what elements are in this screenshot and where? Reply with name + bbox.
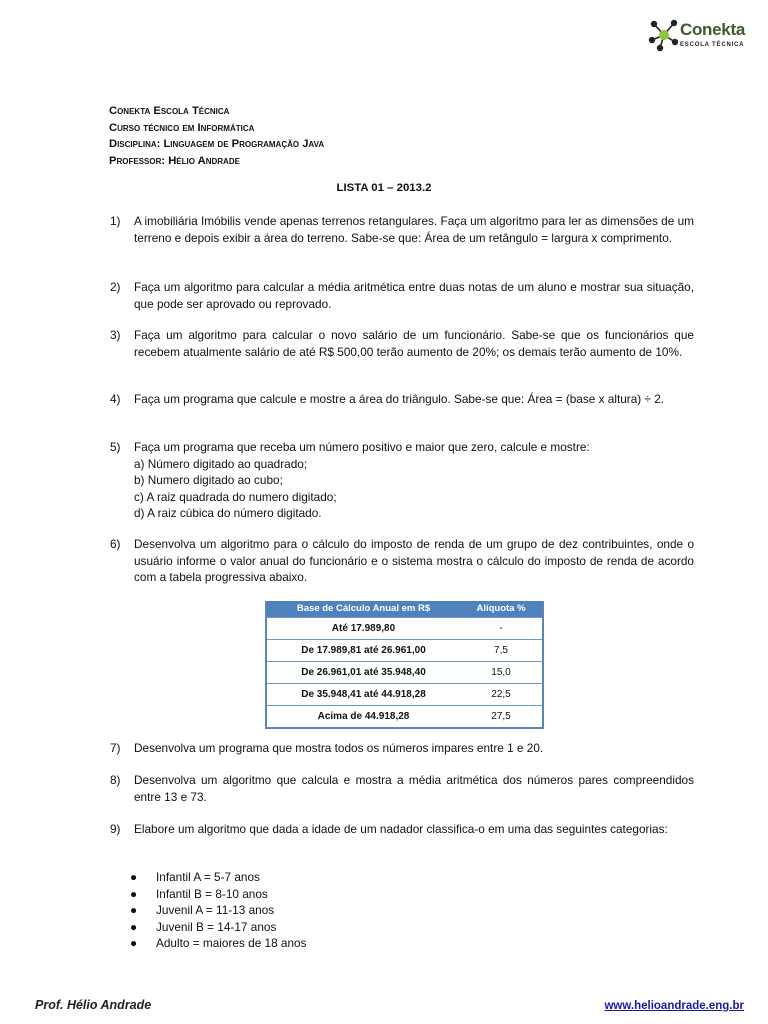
- column-header: Alíquota %: [476, 603, 526, 614]
- question-number: 8): [110, 773, 121, 787]
- category-text: Juvenil B = 14-17 anos: [156, 919, 277, 934]
- question-number: 3): [110, 328, 121, 342]
- logo-name: Conekta: [680, 20, 745, 39]
- table-header: [267, 601, 542, 617]
- list-item: [130, 886, 307, 903]
- question-9: [110, 821, 694, 838]
- category-text: Adulto = maiores de 18 anos: [156, 936, 307, 951]
- table-cell: De 26.961,01 até 35.948,40: [301, 667, 426, 678]
- list-item: [130, 902, 307, 919]
- category-text: Juvenil A = 11-13 anos: [156, 903, 275, 918]
- category-list: [130, 869, 307, 952]
- molecule-logo-icon: [648, 18, 680, 52]
- table-row: [267, 639, 542, 661]
- question-1: [110, 213, 694, 246]
- question-text: Desenvolva um algoritmo para o cálculo do imposto de renda de um grupo de dez contribuintes, onde o usuário informe o valor anual do funcionário e o sistema mostra o cálculo do imposto de renda de acordo com a tabela progressiva abaixo.: [134, 537, 694, 585]
- table-row: [267, 683, 542, 705]
- question-number: 4): [110, 392, 121, 406]
- page-title: LISTA 01 – 2013.2: [336, 182, 432, 194]
- question-number: 7): [110, 741, 121, 755]
- question-text: Elabore um algoritmo que dada a idade de um nadador classifica-o em uma das seguintes categorias:: [134, 822, 668, 836]
- question-6: [110, 536, 694, 586]
- question-number: 2): [110, 280, 121, 294]
- column-header: Base de Cálculo Anual em R$: [296, 603, 431, 614]
- document-header: [109, 103, 324, 169]
- footer-author: Prof. Hélio Andrade: [35, 998, 152, 1012]
- question-item: c) A raiz quadrada do numero digitado;: [134, 489, 337, 504]
- question-number: 1): [110, 214, 121, 228]
- list-item: [130, 869, 307, 886]
- table-cell: -: [499, 623, 503, 634]
- question-number: 9): [110, 822, 121, 836]
- question-4: [110, 391, 694, 408]
- table-row: [267, 617, 542, 639]
- footer-website-link[interactable]: www.helioandrade.eng.br: [604, 1000, 744, 1012]
- table-cell: Até 17.989,80: [331, 623, 396, 634]
- professor-name: Professor: Hélio Andrade: [109, 154, 240, 167]
- category-text: Infantil B = 8-10 anos: [156, 886, 268, 901]
- table-cell: Acima de 44.918,28: [317, 711, 410, 722]
- conekta-logo: [648, 18, 758, 54]
- question-text: Faça um programa que calcule e mostre a área do triângulo. Sabe-se que: Área = (base x altura) ÷ 2.: [134, 392, 665, 406]
- table-cell: De 17.989,81 até 26.961,00: [301, 645, 426, 656]
- question-text: Faça um algoritmo para calcular o novo salário de um funcionário. Sabe-se que os funcionários que recebem atualmente salário de até R$ 500,00 terão aumento de 20%; os demais terão aumento de 10%.: [134, 328, 694, 359]
- table-row: [267, 705, 542, 727]
- table-cell: 27,5: [491, 711, 511, 722]
- table-cell: 15,0: [491, 667, 511, 678]
- question-8: [110, 772, 694, 805]
- bullet-icon: ●: [130, 870, 138, 884]
- bullet-icon: ●: [130, 886, 138, 901]
- question-number: 5): [110, 440, 121, 454]
- table-cell: 7,5: [494, 645, 508, 656]
- course-name: Curso técnico em Informática: [109, 121, 255, 134]
- question-item: b) Numero digitado ao cubo;: [134, 473, 283, 488]
- question-item: d) A raiz cúbica do número digitado.: [134, 506, 322, 521]
- logo-subtitle: ESCOLA TÉCNICA: [680, 42, 745, 48]
- bullet-icon: ●: [130, 936, 138, 951]
- table-cell: De 35.948,41 até 44.918,28: [301, 689, 426, 700]
- question-text: A imobiliária Imóbilis vende apenas terrenos retangulares. Faça um algoritmo para ler as dimensões de um terreno e depois exibir a área do terreno. Sabe-se que: Área de um retângulo = largura x comprimento.: [134, 214, 694, 245]
- question-7: [110, 740, 694, 757]
- question-number: 6): [110, 537, 121, 551]
- question-2: [110, 279, 694, 312]
- question-item: a) Número digitado ao quadrado;: [134, 456, 308, 471]
- question-3: [110, 327, 694, 360]
- question-text: Desenvolva um algoritmo que calcula e mostra a média aritmética dos números pares compreendidos entre 13 e 73.: [134, 773, 694, 804]
- bullet-icon: ●: [130, 919, 138, 934]
- list-item: [130, 935, 307, 952]
- table-cell: 22,5: [491, 689, 511, 700]
- question-5: [110, 439, 694, 522]
- list-item: [130, 919, 307, 936]
- school-name: Conekta Escola Técnica: [109, 105, 230, 117]
- bullet-icon: ●: [130, 903, 138, 918]
- tax-table: [265, 601, 544, 729]
- question-text: Faça um programa que receba um número positivo e maior que zero, calcule e mostre:: [134, 440, 590, 454]
- discipline-name: Disciplina: Linguagem de Programação Java: [109, 138, 325, 150]
- question-text: Faça um algoritmo para calcular a média aritmética entre duas notas de um aluno e mostrar sua situação, que pode ser aprovado ou reprovado.: [134, 280, 694, 311]
- question-text: Desenvolva um programa que mostra todos os números impares entre 1 e 20.: [134, 741, 544, 755]
- category-text: Infantil A = 5-7 anos: [156, 870, 260, 884]
- table-row: [267, 661, 542, 683]
